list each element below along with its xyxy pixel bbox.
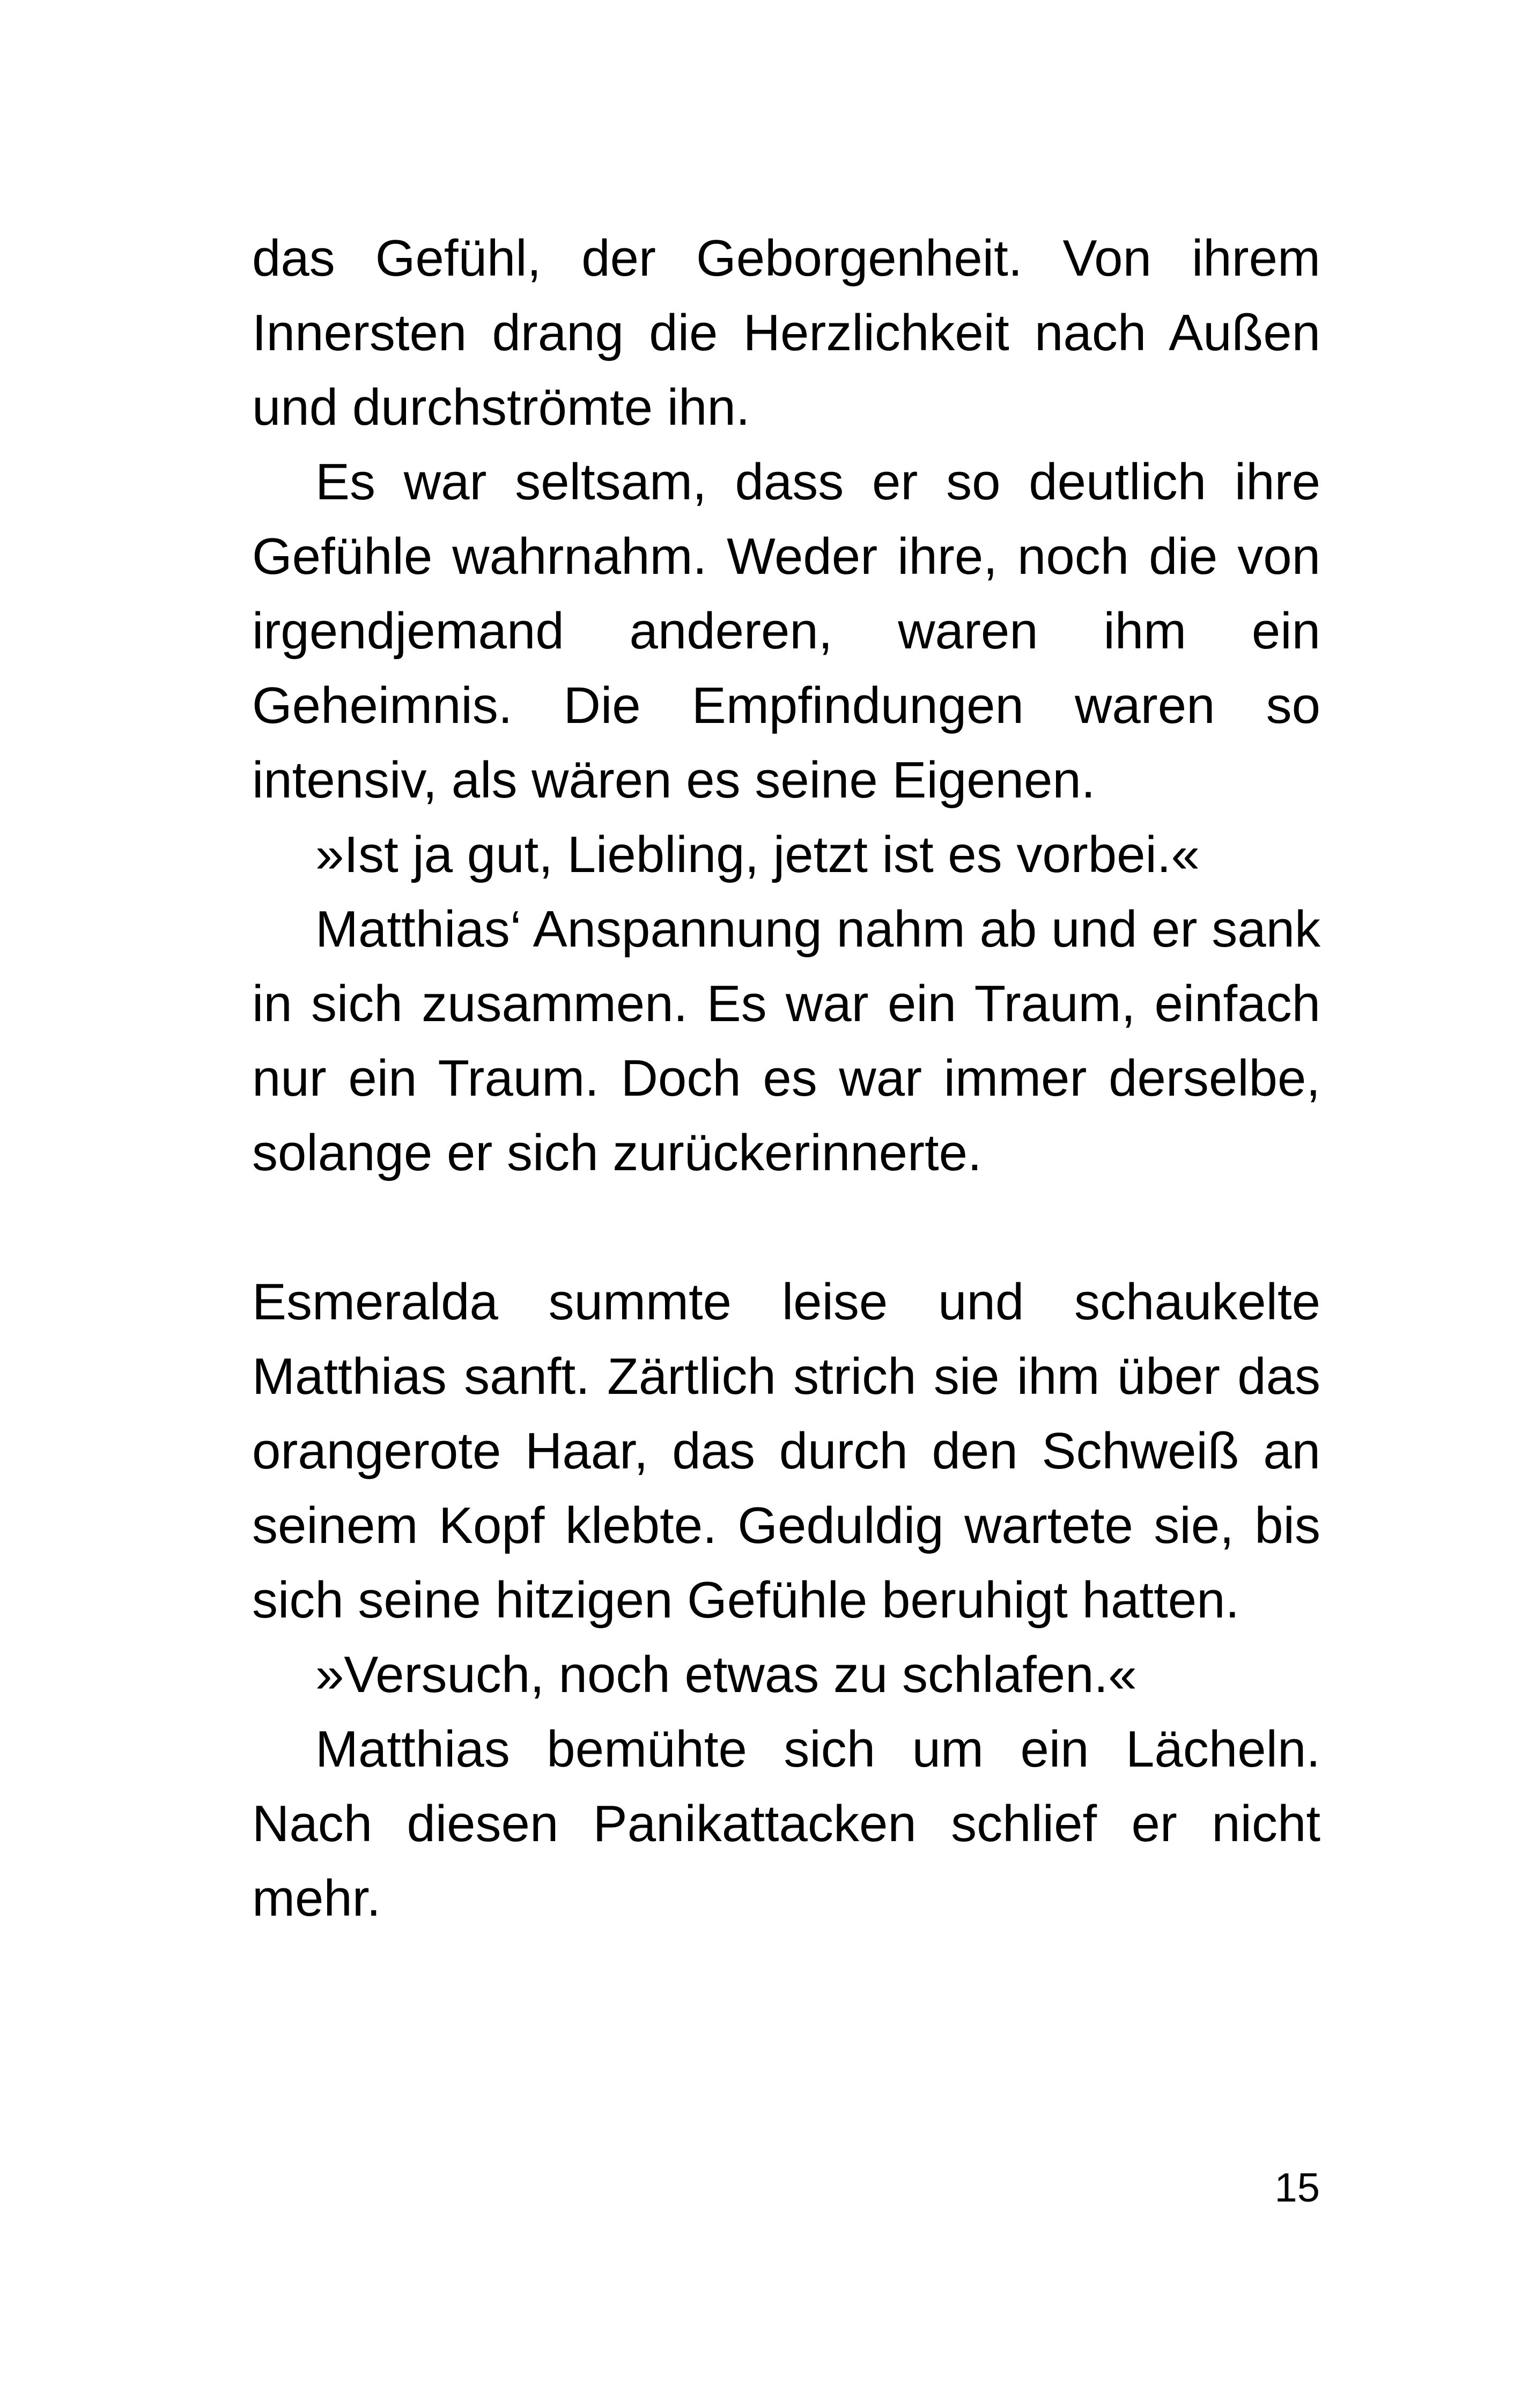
paragraph: Esmeralda summte leise und schaukelte Matthias sanft. Zärtlich strich sie ihm über das orangerote Haar, das durch den Schweiß an seinem Kopf klebte. Geduldig wartete sie, bis sich seine hitzigen Gefühle beruhigt hatten. — [252, 1273, 1320, 1629]
paragraph: Matthias bemühte sich um ein Lächeln. Nach diesen Panikattacken schlief er nicht mehr. — [252, 1720, 1320, 1927]
paragraph: Es war seltsam, dass er so deutlich ihre Gefühle wahrnahm. Weder ihre, noch die von irgendjemand anderen, waren ihm ein Geheimnis. Die Empfindungen waren so intensiv, als wären es seine Eigenen. — [252, 453, 1320, 809]
page-number: 15 — [1274, 2165, 1320, 2211]
paragraph: Matthias‘ Anspannung nahm ab und er sank in sich zusammen. Es war ein Traum, einfach nur ein Traum. Doch es war immer derselbe, solange er sich zurückerinnerte. — [252, 900, 1320, 1181]
paragraph: das Gefühl, der Geborgenheit. Von ihrem Innersten drang die Herzlichkeit nach Außen und durchströmte ihn. — [252, 230, 1320, 436]
dialogue-line: »Ist ja gut, Liebling, jetzt ist es vorbei.« — [315, 826, 1200, 883]
body-text — [252, 221, 1320, 1936]
dialogue-line: »Versuch, noch etwas zu schlafen.« — [315, 1646, 1137, 1703]
